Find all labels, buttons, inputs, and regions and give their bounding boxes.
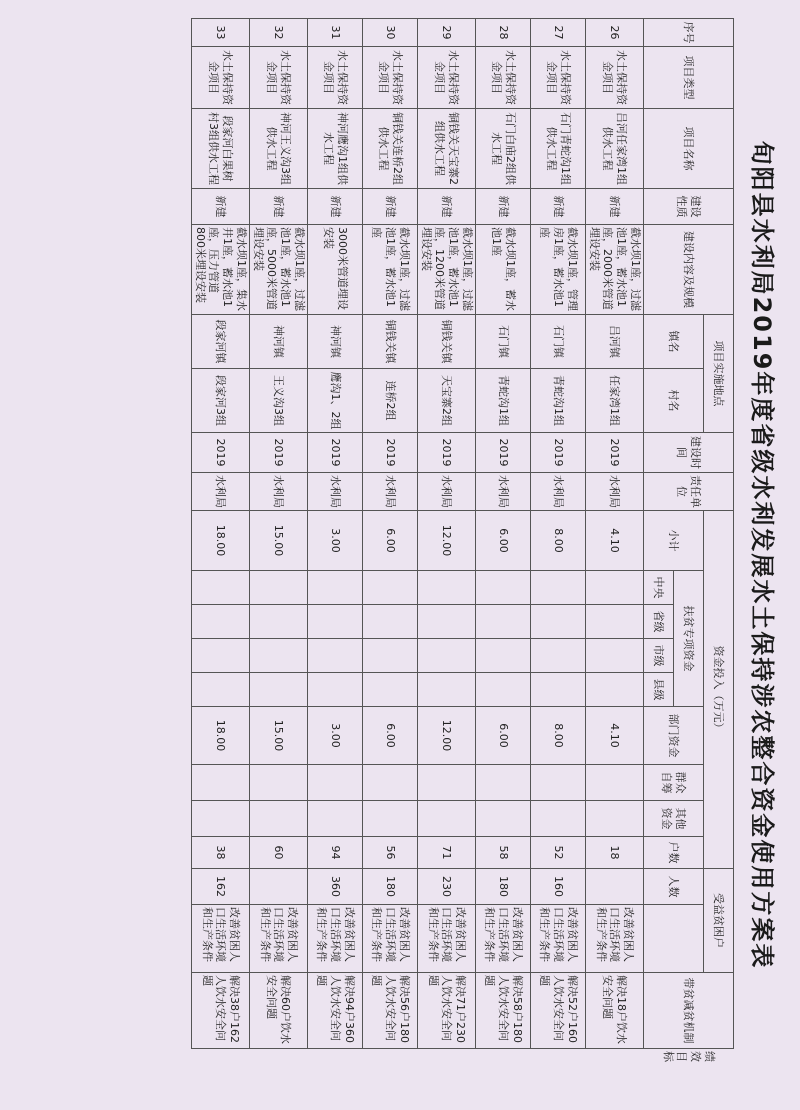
- cell-subtotal: 4.10: [586, 511, 644, 571]
- header-location: 项目实施地点: [704, 315, 734, 433]
- cell-goal: 解决52户160人饮水安全问题: [531, 973, 586, 1049]
- cell-town: 铜钱关镇: [418, 315, 476, 369]
- cell-central: [250, 571, 308, 605]
- cell-self: [586, 765, 644, 801]
- header-province: 省级: [644, 605, 674, 639]
- header-town: 镇名: [644, 315, 704, 369]
- cell-subtotal: 12.00: [418, 511, 476, 571]
- cell-people: [586, 869, 644, 905]
- cell-name: 神河王义沟3组供水工程: [250, 109, 308, 189]
- cell-other: [363, 801, 418, 837]
- cell-households: 38: [192, 837, 250, 869]
- cell-province: [250, 605, 308, 639]
- cell-city: [308, 639, 363, 673]
- document-title: 旬阳县水利局2019年度省级水利发展水土保持涉农整合资金使用方案表: [748, 140, 776, 970]
- cell-village: 鹰沟1、2组: [308, 369, 363, 433]
- cell-city: [192, 639, 250, 673]
- cell-type: 水土保持资金项目: [531, 47, 586, 109]
- cell-name: 段家河白果树村3组供水工程: [192, 109, 250, 189]
- cell-unit: 水利局: [586, 473, 644, 511]
- header-unit: 责任单位: [644, 473, 734, 511]
- header-nature: 建设性质: [644, 189, 734, 225]
- header-funds: 资金投入（万元）: [704, 511, 734, 869]
- cell-county: [531, 673, 586, 707]
- header-self: 群众自筹: [644, 765, 704, 801]
- cell-central: [308, 571, 363, 605]
- cell-goal: 解决38户162人饮水安全问题: [192, 973, 250, 1049]
- cell-county: [586, 673, 644, 707]
- cell-people: 360: [308, 869, 363, 905]
- cell-mechanism: 改善贫困人口生活环境和生产条件: [308, 905, 363, 973]
- cell-nature: 新建: [192, 189, 250, 225]
- cell-village: 任家湾1组: [586, 369, 644, 433]
- cell-no: 33: [192, 19, 250, 47]
- cell-dept: 3.00: [308, 707, 363, 765]
- cell-content: 截水坝1座，过滤池1座，蓄水池1座: [363, 225, 418, 315]
- cell-time: 2019: [476, 433, 531, 473]
- cell-unit: 水利局: [250, 473, 308, 511]
- cell-time: 2019: [363, 433, 418, 473]
- cell-dept: 6.00: [476, 707, 531, 765]
- cell-other: [476, 801, 531, 837]
- cell-mechanism: 改善贫困人口生活环境和生产条件: [586, 905, 644, 973]
- table-row: [250, 19, 308, 1049]
- cell-unit: 水利局: [308, 473, 363, 511]
- table-body: [192, 19, 644, 1049]
- cell-goal: 解决58户180人饮水安全问题: [476, 973, 531, 1049]
- cell-province: [308, 605, 363, 639]
- cell-central: [192, 571, 250, 605]
- cell-no: 27: [531, 19, 586, 47]
- cell-central: [363, 571, 418, 605]
- table-row: [531, 19, 586, 1049]
- cell-subtotal: 6.00: [476, 511, 531, 571]
- cell-no: 30: [363, 19, 418, 47]
- table-row: [418, 19, 476, 1049]
- cell-town: 段家河镇: [192, 315, 250, 369]
- header-other: 其他资金: [644, 801, 704, 837]
- cell-type: 水土保持资金项目: [476, 47, 531, 109]
- cell-goal: 解决71户230人饮水安全问题: [418, 973, 476, 1049]
- cell-town: 神河镇: [308, 315, 363, 369]
- table-row: [308, 19, 363, 1049]
- cell-village: 天宝寨2组: [418, 369, 476, 433]
- header-central: 中央: [644, 571, 674, 605]
- cell-goal: 解决94户360人饮水安全问题: [308, 973, 363, 1049]
- cell-town: 神河镇: [250, 315, 308, 369]
- cell-time: 2019: [586, 433, 644, 473]
- cell-content: 截水坝1座，集水井1座，蓄水池1座，压力管道800米埋设安装: [192, 225, 250, 315]
- cell-city: [250, 639, 308, 673]
- cell-province: [476, 605, 531, 639]
- cell-people: 160: [531, 869, 586, 905]
- cell-other: [192, 801, 250, 837]
- cell-nature: 新建: [476, 189, 531, 225]
- cell-county: [250, 673, 308, 707]
- cell-type: 水土保持资金项目: [192, 47, 250, 109]
- cell-province: [531, 605, 586, 639]
- cell-unit: 水利局: [418, 473, 476, 511]
- header-county: 县级: [644, 673, 674, 707]
- cell-subtotal: 6.00: [363, 511, 418, 571]
- cell-subtotal: 15.00: [250, 511, 308, 571]
- cell-goal: 解决60户饮水安全问题: [250, 973, 308, 1049]
- cell-mechanism: 改善贫困人口生活环境和生产条件: [192, 905, 250, 973]
- header-village: 村名: [644, 369, 704, 433]
- cell-households: 18: [586, 837, 644, 869]
- cell-county: [308, 673, 363, 707]
- header-benefit: 受益贫困户: [704, 869, 734, 973]
- cell-nature: 新建: [418, 189, 476, 225]
- cell-village: 段家河3组: [192, 369, 250, 433]
- cell-province: [192, 605, 250, 639]
- cell-other: [586, 801, 644, 837]
- cell-households: 58: [476, 837, 531, 869]
- table-row: [363, 19, 418, 1049]
- cell-province: [363, 605, 418, 639]
- cell-self: [476, 765, 531, 801]
- cell-nature: 新建: [363, 189, 418, 225]
- cell-self: [531, 765, 586, 801]
- cell-town: 石门镇: [531, 315, 586, 369]
- cell-nature: 新建: [250, 189, 308, 225]
- cell-town: 吕河镇: [586, 315, 644, 369]
- cell-households: 56: [363, 837, 418, 869]
- cell-content: 截水坝1座，蓄水池1座: [476, 225, 531, 315]
- cell-goal: 解决18户饮水安全问题: [586, 973, 644, 1049]
- cell-subtotal: 18.00: [192, 511, 250, 571]
- cell-other: [308, 801, 363, 837]
- cell-name: 石门青蛇沟1组供水工程: [531, 109, 586, 189]
- cell-goal: 解决56户180人饮水安全问题: [363, 973, 418, 1049]
- cell-content: 截水坝1座，过滤池1座，蓄水池1座，5000米管道埋设安装: [250, 225, 308, 315]
- header-index: 序号: [644, 19, 734, 47]
- cell-unit: 水利局: [531, 473, 586, 511]
- cell-people: 180: [363, 869, 418, 905]
- cell-content: 截水坝1座，过滤池1座，蓄水池1座，1200米管道埋设安装: [418, 225, 476, 315]
- cell-town: 石门镇: [476, 315, 531, 369]
- cell-dept: 15.00: [250, 707, 308, 765]
- table-row: [586, 19, 644, 1049]
- cell-dept: 6.00: [363, 707, 418, 765]
- cell-name: 石门白庙2组供水工程: [476, 109, 531, 189]
- cell-time: 2019: [308, 433, 363, 473]
- cell-time: 2019: [250, 433, 308, 473]
- cell-people: [250, 869, 308, 905]
- cell-people: 180: [476, 869, 531, 905]
- cell-province: [418, 605, 476, 639]
- cell-city: [476, 639, 531, 673]
- cell-village: 青蛇沟1组: [476, 369, 531, 433]
- cell-nature: 新建: [308, 189, 363, 225]
- cell-self: [308, 765, 363, 801]
- cell-dept: 8.00: [531, 707, 586, 765]
- cell-village: 王义沟3组: [250, 369, 308, 433]
- cell-content: 3000米管道埋设安装: [308, 225, 363, 315]
- cell-people: 230: [418, 869, 476, 905]
- cell-no: 26: [586, 19, 644, 47]
- cell-type: 水土保持资金项目: [418, 47, 476, 109]
- cell-no: 28: [476, 19, 531, 47]
- cell-county: [476, 673, 531, 707]
- cell-content: 截水坝1座，管理房1座，蓄水池1座: [531, 225, 586, 315]
- cell-central: [418, 571, 476, 605]
- header-mechanism: 带贫减贫机制: [644, 973, 734, 1049]
- cell-name: 吕河任家湾1组供水工程: [586, 109, 644, 189]
- cell-time: 2019: [418, 433, 476, 473]
- cell-households: 94: [308, 837, 363, 869]
- cell-unit: 水利局: [192, 473, 250, 511]
- cell-unit: 水利局: [363, 473, 418, 511]
- cell-central: [586, 571, 644, 605]
- cell-town: 铜钱关镇: [363, 315, 418, 369]
- cell-mechanism: 改善贫困人口生活环境和生产条件: [363, 905, 418, 973]
- cell-no: 32: [250, 19, 308, 47]
- cell-central: [476, 571, 531, 605]
- cell-no: 29: [418, 19, 476, 47]
- cell-subtotal: 8.00: [531, 511, 586, 571]
- cell-city: [531, 639, 586, 673]
- cell-households: 71: [418, 837, 476, 869]
- table-row: [192, 19, 250, 1049]
- cell-other: [250, 801, 308, 837]
- cell-households: 60: [250, 837, 308, 869]
- cell-village: 青蛇沟1组: [531, 369, 586, 433]
- cell-central: [531, 571, 586, 605]
- cell-name: 神河鹰沟1组供水工程: [308, 109, 363, 189]
- cell-nature: 新建: [586, 189, 644, 225]
- cell-province: [586, 605, 644, 639]
- cell-name: 铜钱关连桥2组供水工程: [363, 109, 418, 189]
- cell-time: 2019: [531, 433, 586, 473]
- cell-self: [192, 765, 250, 801]
- cell-county: [192, 673, 250, 707]
- cell-households: 52: [531, 837, 586, 869]
- table-row: [476, 19, 531, 1049]
- header-time: 建设时间: [644, 433, 734, 473]
- cell-city: [363, 639, 418, 673]
- cell-dept: 18.00: [192, 707, 250, 765]
- cell-people: 162: [192, 869, 250, 905]
- header-type: 项目类型: [644, 47, 734, 109]
- header-households: 户数: [644, 837, 704, 869]
- header-name: 项目名称: [644, 109, 734, 189]
- cell-mechanism: 改善贫困人口生活环境和生产条件: [476, 905, 531, 973]
- cell-other: [531, 801, 586, 837]
- cell-county: [418, 673, 476, 707]
- cell-dept: 4.10: [586, 707, 644, 765]
- cell-city: [586, 639, 644, 673]
- cell-name: 铜钱关天宝寨2组供水工程: [418, 109, 476, 189]
- cell-mechanism: 改善贫困人口生活环境和生产条件: [250, 905, 308, 973]
- header-dept: 部门资金: [644, 707, 704, 765]
- cell-type: 水土保持资金项目: [586, 47, 644, 109]
- header-content: 建设内容及规模: [644, 225, 734, 315]
- cell-village: 连桥2组: [363, 369, 418, 433]
- header-people: 人数: [644, 869, 704, 905]
- header-city: 市级: [644, 639, 674, 673]
- header-poverty: 扶贫专项资金: [674, 571, 704, 707]
- funding-table: 序号 项目类型 项目名称 建设性质 建设内容及规模 项目实施地点 建设时间 责任单位 资金投入（万元） 受益贫困户 带贫减贫机制 绩效目标 镇名 村名 小计 扶贫专项资金 部门资金 群众自筹 其他资金 户数 人数 中央 省级 市级 县级 26 水土保持资金项目 吕河任家湾1组供水工程 新建 截水坝1座，过滤池1座，蓄水池1座，2000米管道埋设安装 吕河镇 任家湾1组 2019 水利局 4.10 4.10 18 改善贫困人口生活环境和生产条件 解决18户饮水安全问题 27 水土保持资金项目 石门青蛇沟1组供水工程 新建 截水坝1座，管理房1座，蓄水池1座 石门镇 青蛇沟1组 2019 水利局 8.00 8.00 52 160 改善贫困人口生活环境和生产条件 解决52户160人饮水安全问题 28 水土保持资金项目 石门白庙2组供水工程 新建 截水坝1座，蓄水池1座 石门镇 青蛇沟1组 2019 水利局 6.00 6.00 58 180 改善贫困人口生活环境和生产条件 解决58户180人饮水安全问题 29 水土保持资金项目 铜钱关天宝寨2组供水工程 新建 截水坝1座，过滤池1座，蓄水池1座，1200米管道埋设安装 铜钱关镇 天宝寨2组 2019 水利局 12.00 12.00 71 230 改善贫困人口生活环境和生产条件 解决71户230人饮水安全问题 30 水土保持资金项目 铜钱关连桥2组供水工程 新建 截水坝1座，过滤池1座，蓄水池1座 铜钱关镇 连桥2组 2019 水利局 6.00 6.00 56 180 改善贫困人口生活环境和生产条件 解决56户180人饮水安全问题 31 水土保持资金项目 神河鹰沟1组供水工程 新建 3000米管道埋设安装 神河镇 鹰沟1、2组 2019 水利局 3.00 3.00 94 360 改善贫困人口生活环境和生产条件 解决94户360人饮水安全问题 32 水土保持资金项目 神河王义沟3组供水工程 新建 截水坝1座，过滤池1座，蓄水池1座，5000米管道埋设安装 神河镇 王义沟3组 2019 水利局 15.00 15.00 60 改善贫困人口生活环境和生产条件 解决60户饮水安全问题 33 水土保持资金项目 段家河白果树村3组供水工程 新建 截水坝1座，集水井1座，蓄水池1座，压力管道800米埋设安装 段家河镇 段家河3组 2019 水利局 18.00 18.00 38 162 改善贫困人口生活环境和生产条件 解决38户162人饮水安全问题: [191, 18, 734, 1049]
- cell-content: 截水坝1座，过滤池1座，蓄水池1座，2000米管道埋设安装: [586, 225, 644, 315]
- cell-mechanism: 改善贫困人口生活环境和生产条件: [418, 905, 476, 973]
- cell-type: 水土保持资金项目: [250, 47, 308, 109]
- cell-county: [363, 673, 418, 707]
- cell-type: 水土保持资金项目: [308, 47, 363, 109]
- cell-subtotal: 3.00: [308, 511, 363, 571]
- cell-self: [418, 765, 476, 801]
- cell-self: [250, 765, 308, 801]
- cell-dept: 12.00: [418, 707, 476, 765]
- cell-self: [363, 765, 418, 801]
- header-subtotal: 小计: [644, 511, 704, 571]
- cell-mechanism: 改善贫困人口生活环境和生产条件: [531, 905, 586, 973]
- cell-nature: 新建: [531, 189, 586, 225]
- cell-type: 水土保持资金项目: [363, 47, 418, 109]
- cell-no: 31: [308, 19, 363, 47]
- cell-city: [418, 639, 476, 673]
- cell-unit: 水利局: [476, 473, 531, 511]
- cell-other: [418, 801, 476, 837]
- cell-time: 2019: [192, 433, 250, 473]
